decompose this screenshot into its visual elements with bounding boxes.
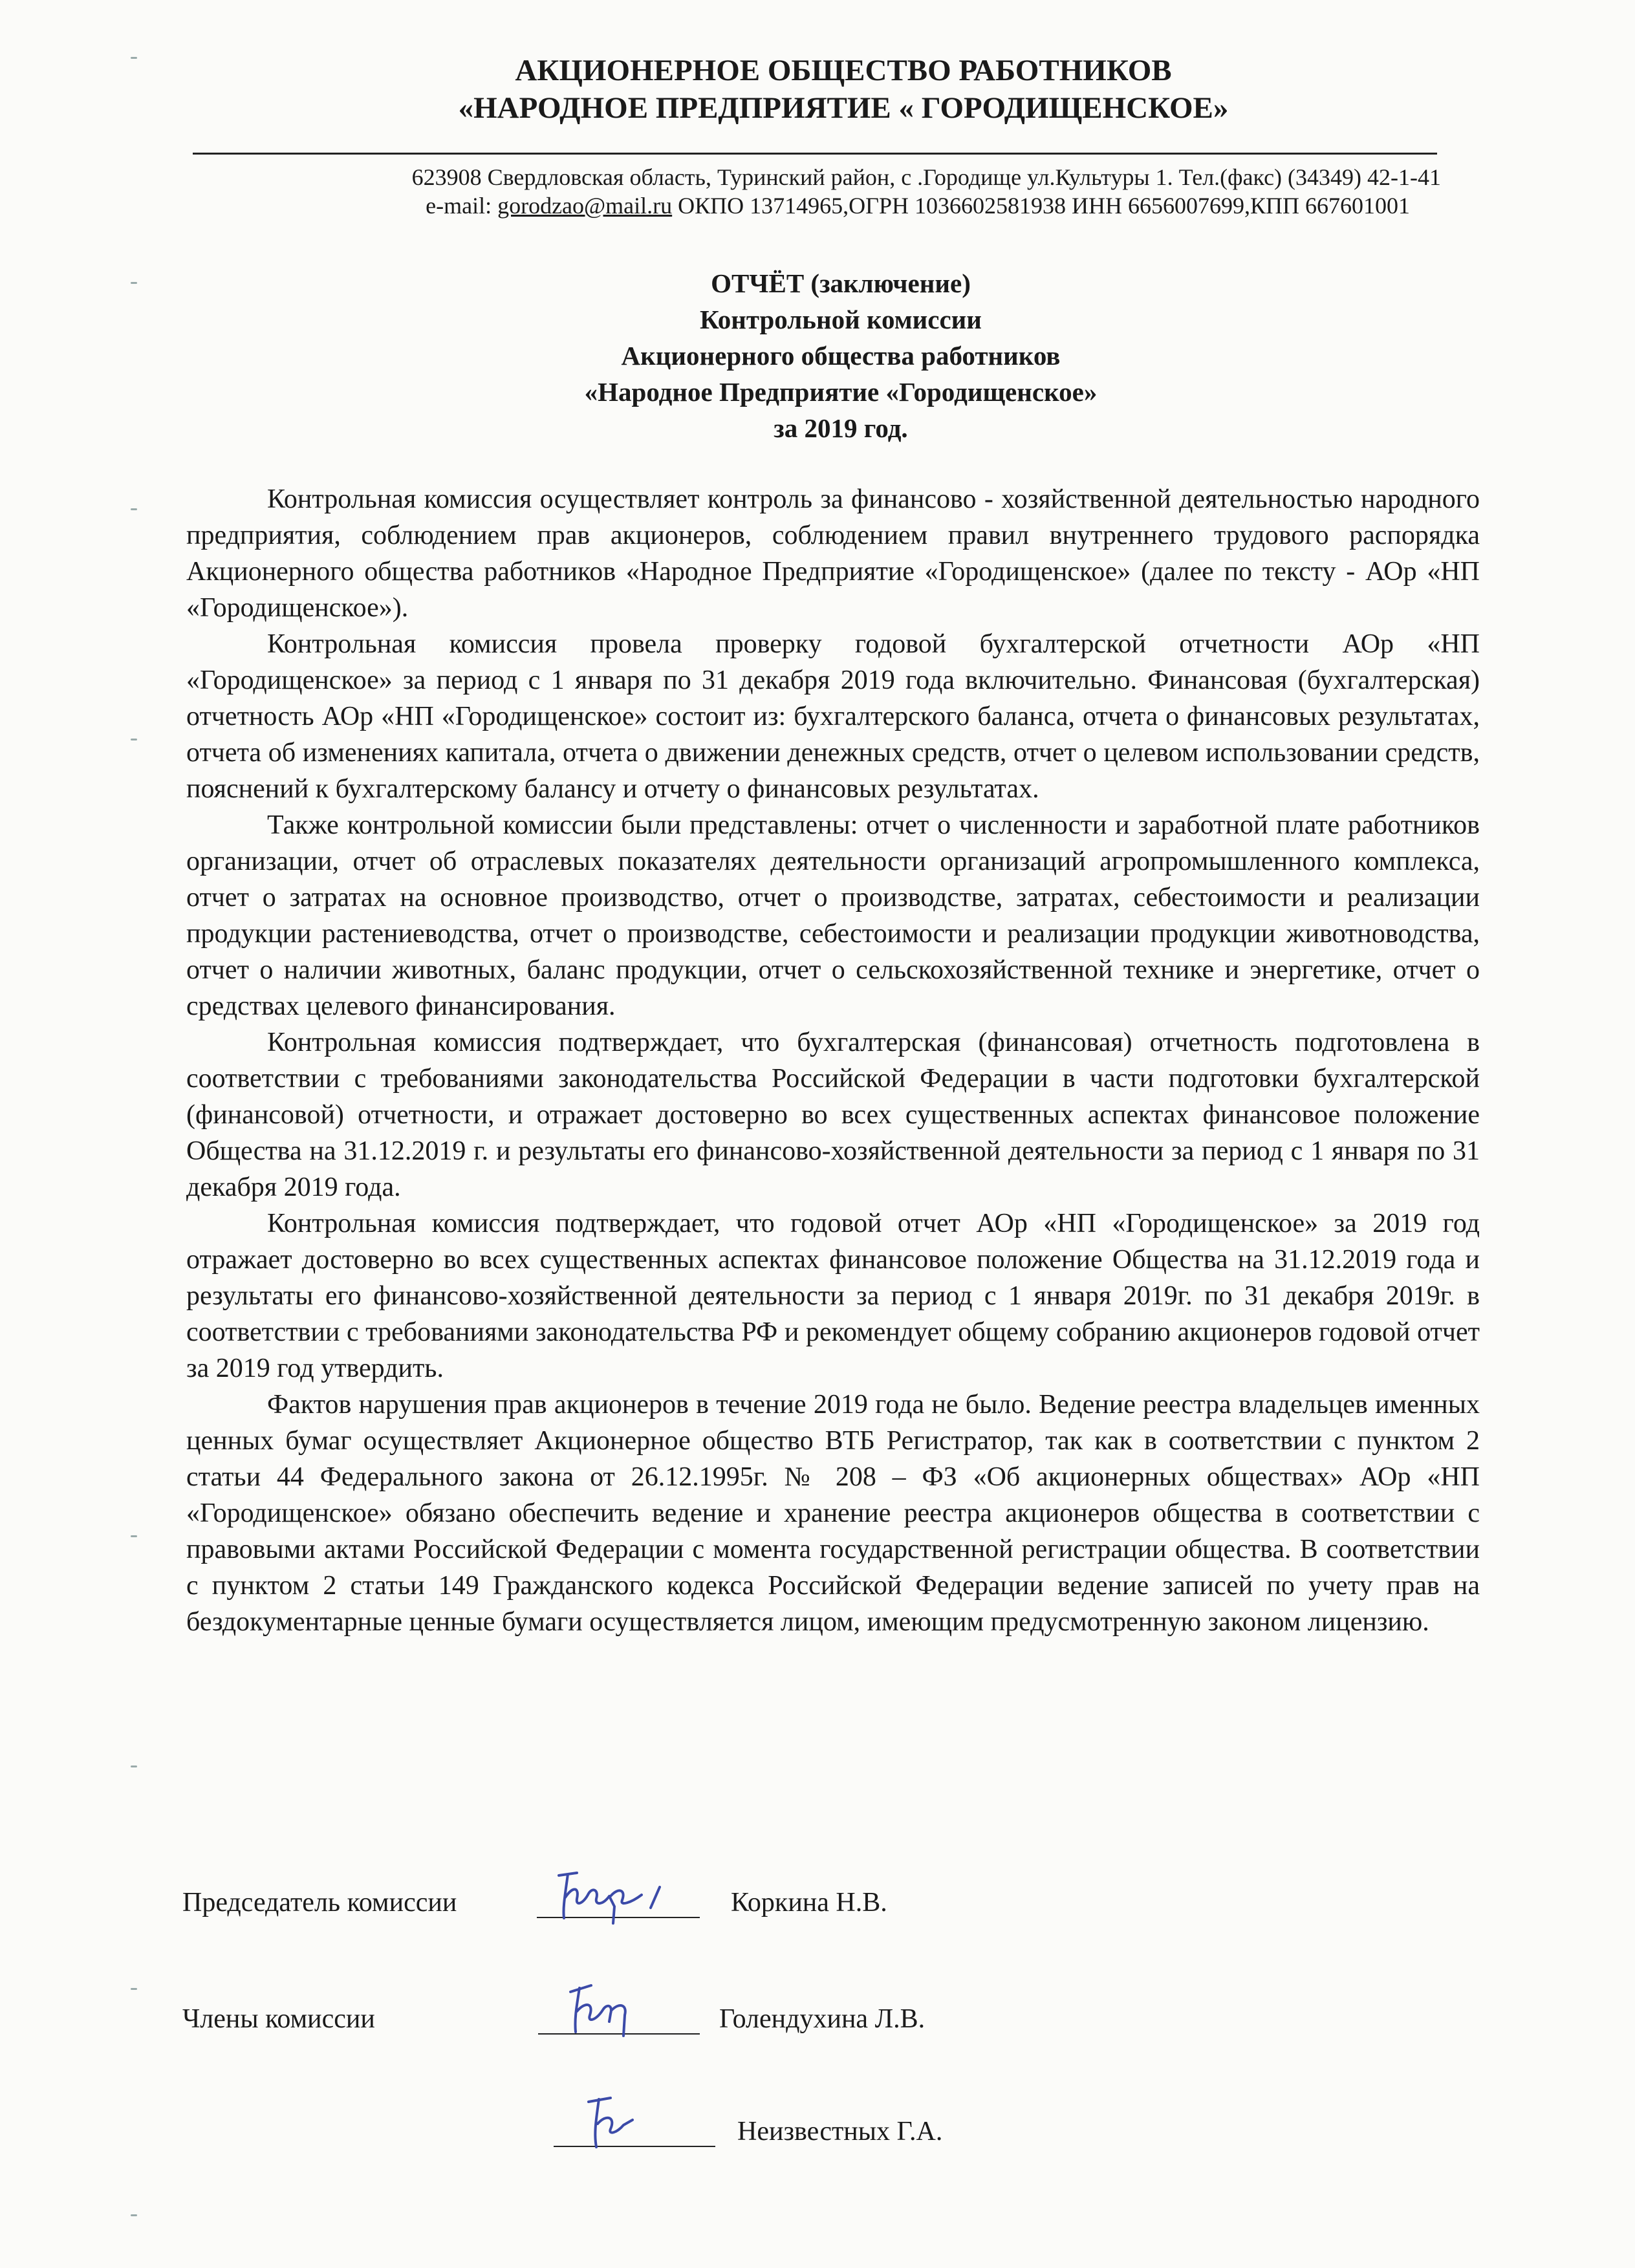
paragraph-control-scope: Контрольная комиссия осуществляет контроль за финансово - хозяйственной деятельностью народного предприятия, соблюдением прав акционеров, соблюдением правил внутреннего трудового распорядка Акционерного общества работников «Народное Предприятие «Городищенское» (далее по тексту - АОр «НП «Городищенское»). [186, 484, 1480, 623]
scan-margin-mark [131, 1535, 137, 1537]
org-name-line1: АКЦИОНЕРНОЕ ОБЩЕСТВО РАБОТНИКОВ [515, 54, 1172, 87]
member2-name: Неизвестных Г.А. [737, 2117, 943, 2146]
members-role-label: Члены комиссии [182, 2004, 375, 2034]
org-address: 623908 Свердловская область, Туринский район, с .Городище ул.Культуры 1. Тел.(факс) (34349) 42-1-41 [411, 164, 1441, 190]
report-title-line4: «Народное Предприятие «Городищенское» [584, 377, 1098, 407]
report-title-line5: за 2019 год. [774, 413, 908, 443]
header-divider [193, 153, 1437, 155]
scan-margin-mark [131, 282, 137, 284]
scan-margin-mark [131, 1766, 137, 1767]
chair-role-label: Председатель комиссии [182, 1888, 457, 1917]
member1-signature [558, 1979, 655, 2037]
scan-margin-mark [131, 1988, 137, 1990]
report-body [186, 481, 1480, 1640]
report-title-line1: ОТЧЁТ (заключение) [711, 268, 971, 298]
scan-margin-mark [131, 57, 137, 59]
report-title [0, 265, 1635, 446]
scan-margin-mark [131, 739, 137, 740]
paragraph-accounting-confirmation: Контрольная комиссия подтверждает, что бухгалтерская (финансовая) отчетность подготовлена в соответствии с требованиями законодательства Российской Федерации в части подготовки бухгалтерской (финансовой) отчетности, и отражает достоверно во всех существенных аспектах финансовое положение Общества на 31.12.2019 г. и результаты его финансово-хозяйственной деятельности за период с 1 января по 31 декабря 2019 года. [186, 1028, 1480, 1202]
report-title-line2: Контрольной комиссии [700, 305, 982, 334]
report-title-line3: Акционерного общества работников [621, 341, 1061, 371]
member1-name: Голендухина Л.В. [719, 2004, 926, 2034]
org-registration-ids: ОКПО 13714965,ОГРН 1036602581938 ИНН 6656007699,КПП 667601001 [672, 193, 1410, 219]
org-name-line2: «НАРОДНОЕ ПРЕДПРИЯТИЕ « ГОРОДИЩЕНСКОЕ» [458, 91, 1229, 125]
scan-margin-mark [131, 2214, 137, 2216]
paragraph-audit-scope: Контрольная комиссия провела проверку годовой бухгалтерской отчетности АОр «НП «Городищенское» за период с 1 января по 31 декабря 2019 года включительно. Финансовая (бухгалтерская) отчетность АОр «НП «Городищенское» состоит из: бухгалтерского баланса, отчета о финансовых результатах, отчета об изменениях капитала, отчета о движении денежных средств, отчет о целевом использовании средств, пояснений к бухгалтерскому балансу и отчету о финансовых результатах. [186, 629, 1480, 804]
chair-name: Коркина Н.В. [731, 1888, 887, 1917]
org-contact-ids [426, 191, 1410, 220]
paragraph-shareholder-rights: Фактов нарушения прав акционеров в течение 2019 года не было. Ведение реестра владельцев именных ценных бумаг осуществляет Акционерное общество ВТБ Регистратор, так как в соответствии с пунктом 2 статьи 44 Федерального закона от 26.12.1995г. № 208 – ФЗ «Об акционерных обществах» АОр «НП «Городищенское» обязано обеспечить ведение и хранение реестра акционеров общества в соответствии с правовыми актами Российской Федерации с момента государственной регистрации общества. В соответствии с пунктом 2 статьи 149 Гражданского кодекса Российской Федерации ведение записей по учету прав на бездокументарные ценные бумаги осуществляется лицом, имеющим предусмотренную законом лицензию. [186, 1390, 1480, 1637]
paragraph-annual-report-confirmation: Контрольная комиссия подтверждает, что годовой отчет АОр «НП «Городищенское» за 2019 год отражает достоверно во всех существенных аспектах финансовое положение Общества на 31.12.2019 года и результаты его финансово-хозяйственной деятельности за период с 1 января 2019г. по 31 декабря 2019г. в соответствии с требованиями законодательства РФ и рекомендует общему собранию акционеров годовой отчет за 2019 год утвердить. [186, 1209, 1480, 1383]
email-prefix: e-mail: [426, 193, 498, 219]
chair-signature [551, 1868, 693, 1926]
scan-margin-mark [131, 508, 137, 510]
paragraph-additional-reports: Также контрольной комиссии были представлены: отчет о численности и заработной плате работников организации, отчет об отраслевых показателях деятельности организаций агропромышленного комплекса, отчет о затратах на основное производство, отчет о производстве, затратах, себестоимости и реализации продукции растениеводства, отчет о производстве, себестоимости и реализации продукции животноводства, отчет о наличии животных, баланс продукции, отчет о сельскохозяйственной технике и энергетике, отчет о средствах целевого финансирования. [186, 810, 1480, 1021]
email-link[interactable]: gorodzao@mail.ru [497, 193, 673, 219]
member2-signature [570, 2090, 661, 2155]
